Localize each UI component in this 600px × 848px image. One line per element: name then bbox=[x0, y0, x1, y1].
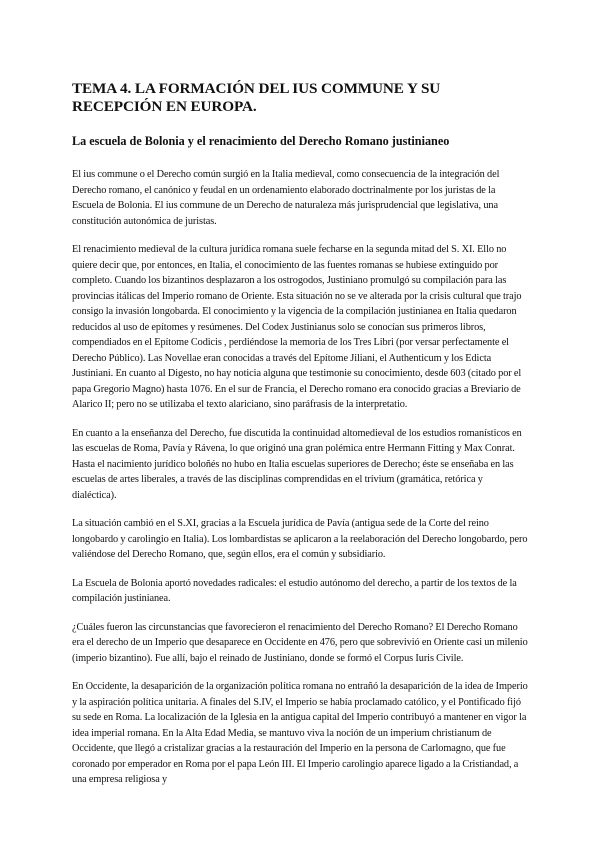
paragraph-5: La Escuela de Bolonia aportó novedades radicales: el estudio autónomo del derecho, a partir de los textos de la compilación justinianea. bbox=[72, 577, 517, 604]
document-title: TEMA 4. LA FORMACIÓN DEL IUS COMMUNE Y SU RECEPCIÓN EN EUROPA. bbox=[72, 80, 441, 115]
document-page bbox=[72, 80, 528, 801]
paragraph-4: La situación cambió en el S.XI, gracias a la Escuela jurídica de Pavía (antigua sede de la Corte del reino longobardo y carolingio en Italia). Los lombardistas se aplicaron a la reelaboración del Derecho longobardo, pero valiéndose del Derecho Romano, que, según ellos, era el común y subsidiario. bbox=[72, 518, 528, 560]
paragraph-2: El renacimiento medieval de la cultura jurídica romana suele fecharse en la segunda mitad del S. XI. Ello no quiere decir que, por entonces, en Italia, el conocimiento de las fuentes romanas se hubiese extinguido por completo. Cuando los bizantinos desplazaron a los ostrogodos, Justiniano promulgó su compilación para las provincias itálicas del Imperio romano de Oriente. Esta situación no se ve alterada por la crisis cultural que trajo consigo la invasión longobarda. El conocimiento y la vigencia de la compilación justinianea en Italia quedaron reducidos al uso de epítomes y resúmenes. Del Codex Justinianus solo se conocían sus primeros libros, compendiados en el Epítome Codicis , perdiéndose la memoria de los Tres Libri (por versar perfectamente el Derecho Público). Las Novellae eran conocidas a través del Epítome Jiliani, el Authenticum y los Edicta Justiniani. En cuanto al Digesto, no hay noticia alguna que testimonie su conocimiento, desde 603 (citado por el papa Gregorio Magno) hasta 1076. En el sur de Francia, el Derecho romano era conocido gracias a Breviario de Alarico II; pero no se utilizaba el texto alariciano, sino paráfrasis de la interpretatio. bbox=[72, 244, 522, 410]
section-heading: La escuela de Bolonia y el renacimiento del Derecho Romano justinianeo bbox=[72, 134, 450, 148]
paragraph-3: En cuanto a la enseñanza del Derecho, fue discutida la continuidad altomedieval de los estudios romanísticos en las escuelas de Roma, Pavía y Rávena, lo que originó una gran polémica entre Hermann Fitting y Max Conrat. Hasta el nacimiento jurídico boloñés no hubo en Italia escuelas superiores de Derecho; éste se enseñaba en las escuelas de artes liberales, a través de las disciplinas comprendidas en el trívium (gramática, retórica y dialéctica). bbox=[72, 427, 522, 501]
paragraph-6: ¿Cuáles fueron las circunstancias que favorecieron el renacimiento del Derecho Romano? El Derecho Romano era el derecho de un Imperio que desaparece en Occidente en 476, pero que sobrevivió en Oriente casi un milenio (imperio bizantino). Fue allí, bajo el reinado de Justiniano, donde se formó el Corpus Iuris Civile. bbox=[72, 621, 528, 664]
paragraph-7: En Occidente, la desaparición de la organización política romana no entrañó la desaparición de la idea de Imperio y la aspiración política unitaria. A finales del S.IV, el Imperio se había proclamado católico, y el Pontificado fijó su sede en Roma. La localización de la Iglesia en la antigua capital del Imperio contribuyó a mantener en vigor la idea imperial romana. En la Alta Edad Media, se mantuvo viva la noción de un imperium christianum de Occidente, que llegó a cristalizar gracias a la restauración del Imperio en la persona de Carlomagno, que fue coronado por emperador en Roma por el papa León III. El Imperio carolingio aparece ligado a la Cristiandad, a una empresa religiosa y bbox=[72, 681, 528, 785]
paragraph-1: El ius commune o el Derecho común surgió en la Italia medieval, como consecuencia de la integración del Derecho romano, el canónico y feudal en un ordenamiento elaborado doctrinalmente por los juristas de la Escuela de Bolonia. El ius commune de un Derecho de naturaleza más jurisprudencial que legislativa, una constitución autonómica de juristas. bbox=[72, 169, 500, 227]
